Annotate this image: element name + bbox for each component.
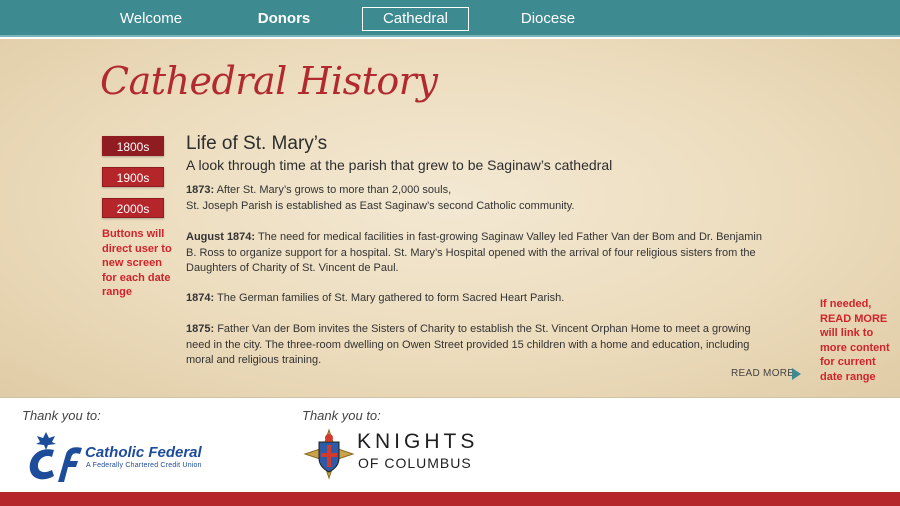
content-panel <box>0 39 900 398</box>
history-entry-august-1874: August 1874: The need for medical facilities in fast-growing Saginaw Valley led Father Van der Bom and Dr. Benjamin B. Ross to organize support for a hospital. St. Mary’s Hospital opened with the arrival of four religious sisters from the Daughters of Charity of St. Vincent de Paul. <box>186 231 762 274</box>
nav-welcome[interactable]: Welcome <box>119 10 183 27</box>
thanks-label-1: Thank you to: <box>22 408 101 423</box>
content-title: Life of St. Mary’s <box>186 133 328 154</box>
date-button-2000s[interactable]: 2000s <box>102 198 164 218</box>
sponsor-name-of-columbus: OF COLUMBUS <box>358 455 472 471</box>
nav-donors[interactable]: Donors <box>257 10 311 27</box>
content-subtitle: A look through time at the parish that grew to be Saginaw’s cathedral <box>186 157 613 173</box>
sponsor-footer <box>0 398 900 492</box>
top-nav <box>0 0 900 37</box>
read-more-note: If needed, READ MORE will link to more content for current date range <box>820 298 890 383</box>
sponsor-tagline: A Federally Chartered Credit Union <box>86 462 202 469</box>
thanks-label-2: Thank you to: <box>302 408 381 423</box>
page-title: Cathedral History <box>100 59 438 103</box>
history-entry-1875: 1875: Father Van der Bom invites the Sisters of Charity to establish the St. Vincent Orphan Home to meet a growing need in the city. The three-room dwelling on Owen Street provided 15 children with a home and education, including moral and religious training. <box>186 323 751 366</box>
buttons-note: Buttons will direct user to new screen for each date range <box>102 228 172 298</box>
history-entry-1873: 1873: After St. Mary’s grows to more than 2,000 souls, St. Joseph Parish is established as East Saginaw’s second Catholic community. <box>186 184 575 212</box>
history-entry-1874: 1874: The German families of St. Mary gathered to form Sacred Heart Parish. <box>186 292 565 304</box>
read-more-arrow-icon[interactable] <box>792 368 801 380</box>
nav-diocese[interactable]: Diocese <box>520 10 576 27</box>
read-more-link[interactable]: READ MORE <box>731 368 795 379</box>
entry-date: 1874: <box>186 292 215 304</box>
sponsor-name-knights: KNIGHTS <box>357 430 479 453</box>
entry-date: 1873: <box>186 184 215 196</box>
catholic-federal-logo-icon <box>24 428 86 484</box>
knights-of-columbus-emblem-icon <box>303 428 355 480</box>
sponsor-name-catholic-federal: Catholic Federal <box>85 444 202 461</box>
entry-date: 1875: <box>186 323 215 335</box>
bottom-accent-bar <box>0 492 900 506</box>
nav-cathedral[interactable]: Cathedral <box>362 7 469 31</box>
date-button-1800s[interactable]: 1800s <box>102 136 164 156</box>
entry-date: August 1874: <box>186 231 256 243</box>
date-button-1900s[interactable]: 1900s <box>102 167 164 187</box>
